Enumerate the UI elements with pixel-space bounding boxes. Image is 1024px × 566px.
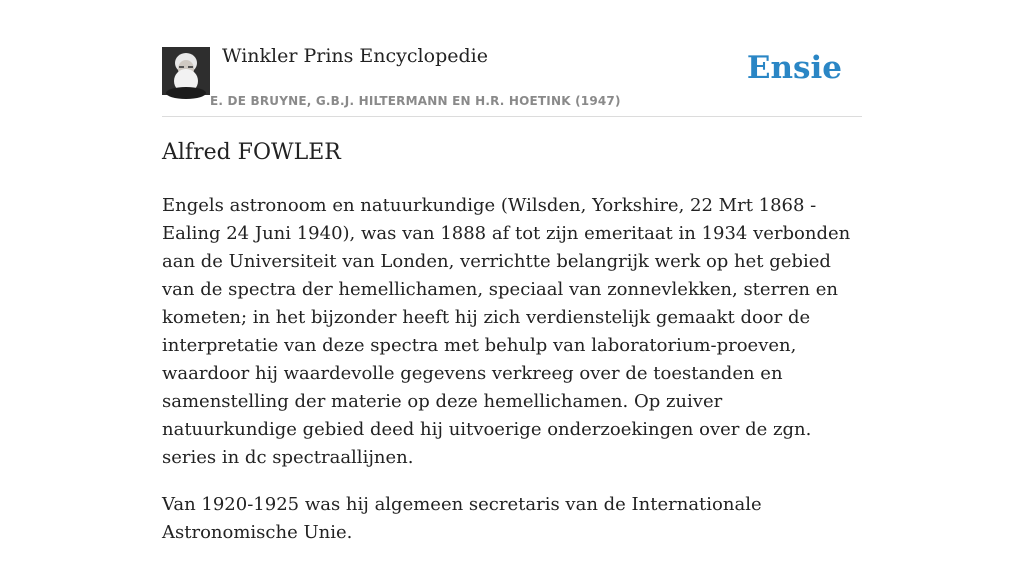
author-avatar (162, 47, 210, 95)
source-header (162, 0, 862, 117)
brand-logo-link[interactable]: Ensie (746, 50, 842, 86)
article-paragraph: Engels astronoom en natuurkundige (Wilsden, Yorkshire, 22 Mrt 1868 - Ealing 24 Juni 1940), was van 1888 af tot zijn emeritaat in 1934 verbonden aan de Universiteit van Londen, verrichtte belangrijk werk op het gebied van de spectra der hemellichamen, speciaal van zonnevlekken, sterren en kometen; in het bijzonder heeft hij zich verdienstelijk gemaakt door de interpretatie van deze spectra met behulp van laboratorium-proeven, waardoor hij waardevolle gegevens verkreeg over de toestanden en samenstelling der materie op deze hemellichamen. Op zuiver natuurkundige gebied deed hij uitvoerige onderzoekingen over de zgn. series in dc spectraallijnen. (162, 195, 851, 468)
article-paragraph: Van 1920-1925 was hij algemeen secretaris van de Internationale Astronomische Unie. (162, 494, 762, 543)
book-title[interactable]: Winkler Prins Encyclopedie (222, 45, 488, 67)
article-body (162, 192, 862, 566)
content-container (162, 0, 862, 543)
book-authors: E. DE BRUYNE, G.B.J. HILTERMANN EN H.R. HOETINK (1947) (210, 94, 621, 108)
article-title: Alfred FOWLER (162, 140, 341, 165)
